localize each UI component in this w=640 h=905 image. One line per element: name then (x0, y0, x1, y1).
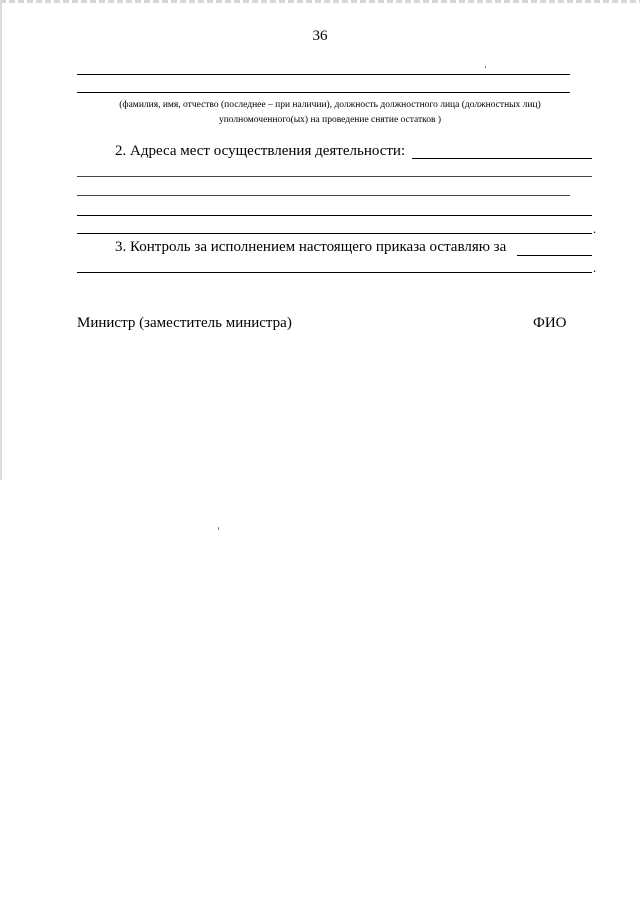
control-period: . (593, 260, 597, 275)
blank-line-control-inline (517, 255, 592, 256)
caption-line-2: уполномоченного(ых) на проведение снятие остатков ) (218, 115, 442, 125)
scan-top-border (0, 0, 640, 3)
scan-speck (485, 66, 486, 68)
blank-line-address-inline (412, 158, 592, 159)
blank-line-control-1 (77, 272, 592, 273)
blank-line-address-1 (77, 176, 592, 177)
signature-title: Министр (заместитель министра) (77, 315, 292, 331)
address-period: . (593, 221, 597, 236)
page-number: 36 (312, 28, 328, 44)
caption-line-1: (фамилия, имя, отчество (последнее – при наличии), должность должностного лица (должностных лиц) (119, 100, 541, 110)
blank-line-official-1 (77, 74, 570, 75)
official-caption (60, 98, 600, 128)
blank-line-official-2 (77, 92, 570, 93)
item-2-label: 2. Адреса мест осуществления деятельности: (115, 143, 406, 159)
blank-line-address-4 (77, 233, 592, 234)
blank-line-address-3 (77, 215, 592, 216)
item-3-label: 3. Контроль за исполнением настоящего приказа оставляю за (115, 239, 507, 255)
scan-left-edge (0, 0, 2, 480)
blank-line-address-2 (77, 195, 570, 196)
scan-speck (218, 527, 219, 530)
signature-name: ФИО (533, 315, 567, 331)
